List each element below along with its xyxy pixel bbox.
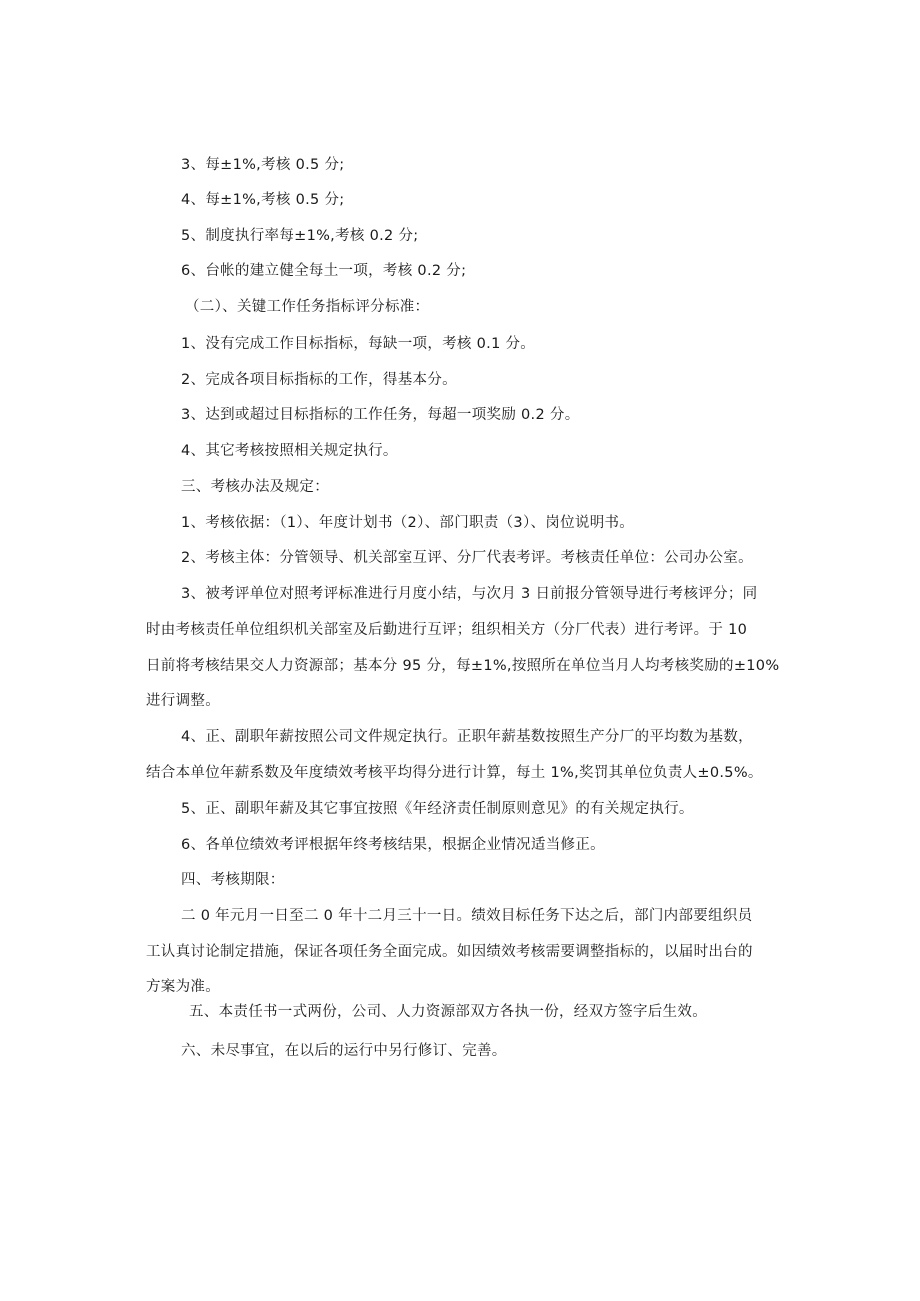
method-item-4-line-2: 结合本单位年薪系数及年度绩效考核平均得分进行计算，每土 1%,奖罚其单位负责人±0.5%。: [146, 765, 763, 781]
rule-item-4: 4、每±1%,考核 0.5 分;: [181, 192, 345, 208]
period-text-line-3: 方案为准。: [146, 979, 220, 995]
method-item-3-line-3: 日前将考核结果交人力资源部；基本分 95 分，每±1%,按照所在单位当月人均考核奖励的±10%: [146, 658, 780, 674]
key-task-item-4: 4、其它考核按照相关规定执行。: [181, 443, 398, 459]
key-task-item-2: 2、完成各项目标指标的工作，得基本分。: [181, 372, 457, 388]
method-item-3-line-2: 时由考核责任单位组织机关部室及后勤进行互评；组织相关方（分厂代表）进行考评。于 10: [146, 622, 748, 638]
period-text-line-1: 二 0 年元月一日至二 0 年十二月三十一日。绩效目标任务下达之后，部门内部要组织员: [181, 908, 753, 924]
period-text-line-2: 工认真讨论制定措施，保证各项任务全面完成。如因绩效考核需要调整指标的，以届时出台的: [146, 944, 753, 960]
rule-item-6: 6、台帐的建立健全每土一项，考核 0.2 分;: [181, 263, 467, 279]
section-heading-methods: 三、考核办法及规定：: [181, 479, 329, 495]
key-task-item-1: 1、没有完成工作目标指标，每缺一项，考核 0.1 分。: [181, 336, 536, 352]
method-item-3-line-1: 3、被考评单位对照考评标准进行月度小结，与次月 3 日前报分管领导进行考核评分；同: [181, 586, 758, 602]
section-heading-key-tasks: （二）、关键工作任务指标评分标准：: [185, 299, 430, 315]
key-task-item-3: 3、达到或超过目标指标的工作任务，每超一项奖励 0.2 分。: [181, 407, 580, 423]
method-item-6: 6、各单位绩效考评根据年终考核结果，根据企业情况适当修正。: [181, 837, 605, 853]
method-item-2: 2、考核主体：分管领导、机关部室互评、分厂代表考评。考核责任单位：公司办公室。: [181, 550, 753, 566]
rule-item-5: 5、制度执行率每±1%,考核 0.2 分;: [181, 228, 419, 244]
method-item-1: 1、考核依据：（1）、年度计划书（2）、部门职责（3）、岗位说明书。: [181, 515, 635, 531]
method-item-3-line-4: 进行调整。: [146, 693, 220, 709]
section-heading-period: 四、考核期限：: [181, 872, 285, 888]
method-item-4-line-1: 4、正、副职年薪按照公司文件规定执行。正职年薪基数按照生产分厂的平均数为基数，: [181, 729, 753, 745]
method-item-5: 5、正、副职年薪及其它事宜按照《年经济责任制原则意见》的有关规定执行。: [181, 801, 694, 817]
rule-item-3: 3、每±1%,考核 0.5 分;: [181, 157, 345, 173]
section-copies: 五、本责任书一式两份，公司、人力资源部双方各执一份，经双方签字后生效。: [189, 1004, 707, 1020]
section-other-matters: 六、未尽事宜，在以后的运行中另行修订、完善。: [181, 1043, 507, 1059]
